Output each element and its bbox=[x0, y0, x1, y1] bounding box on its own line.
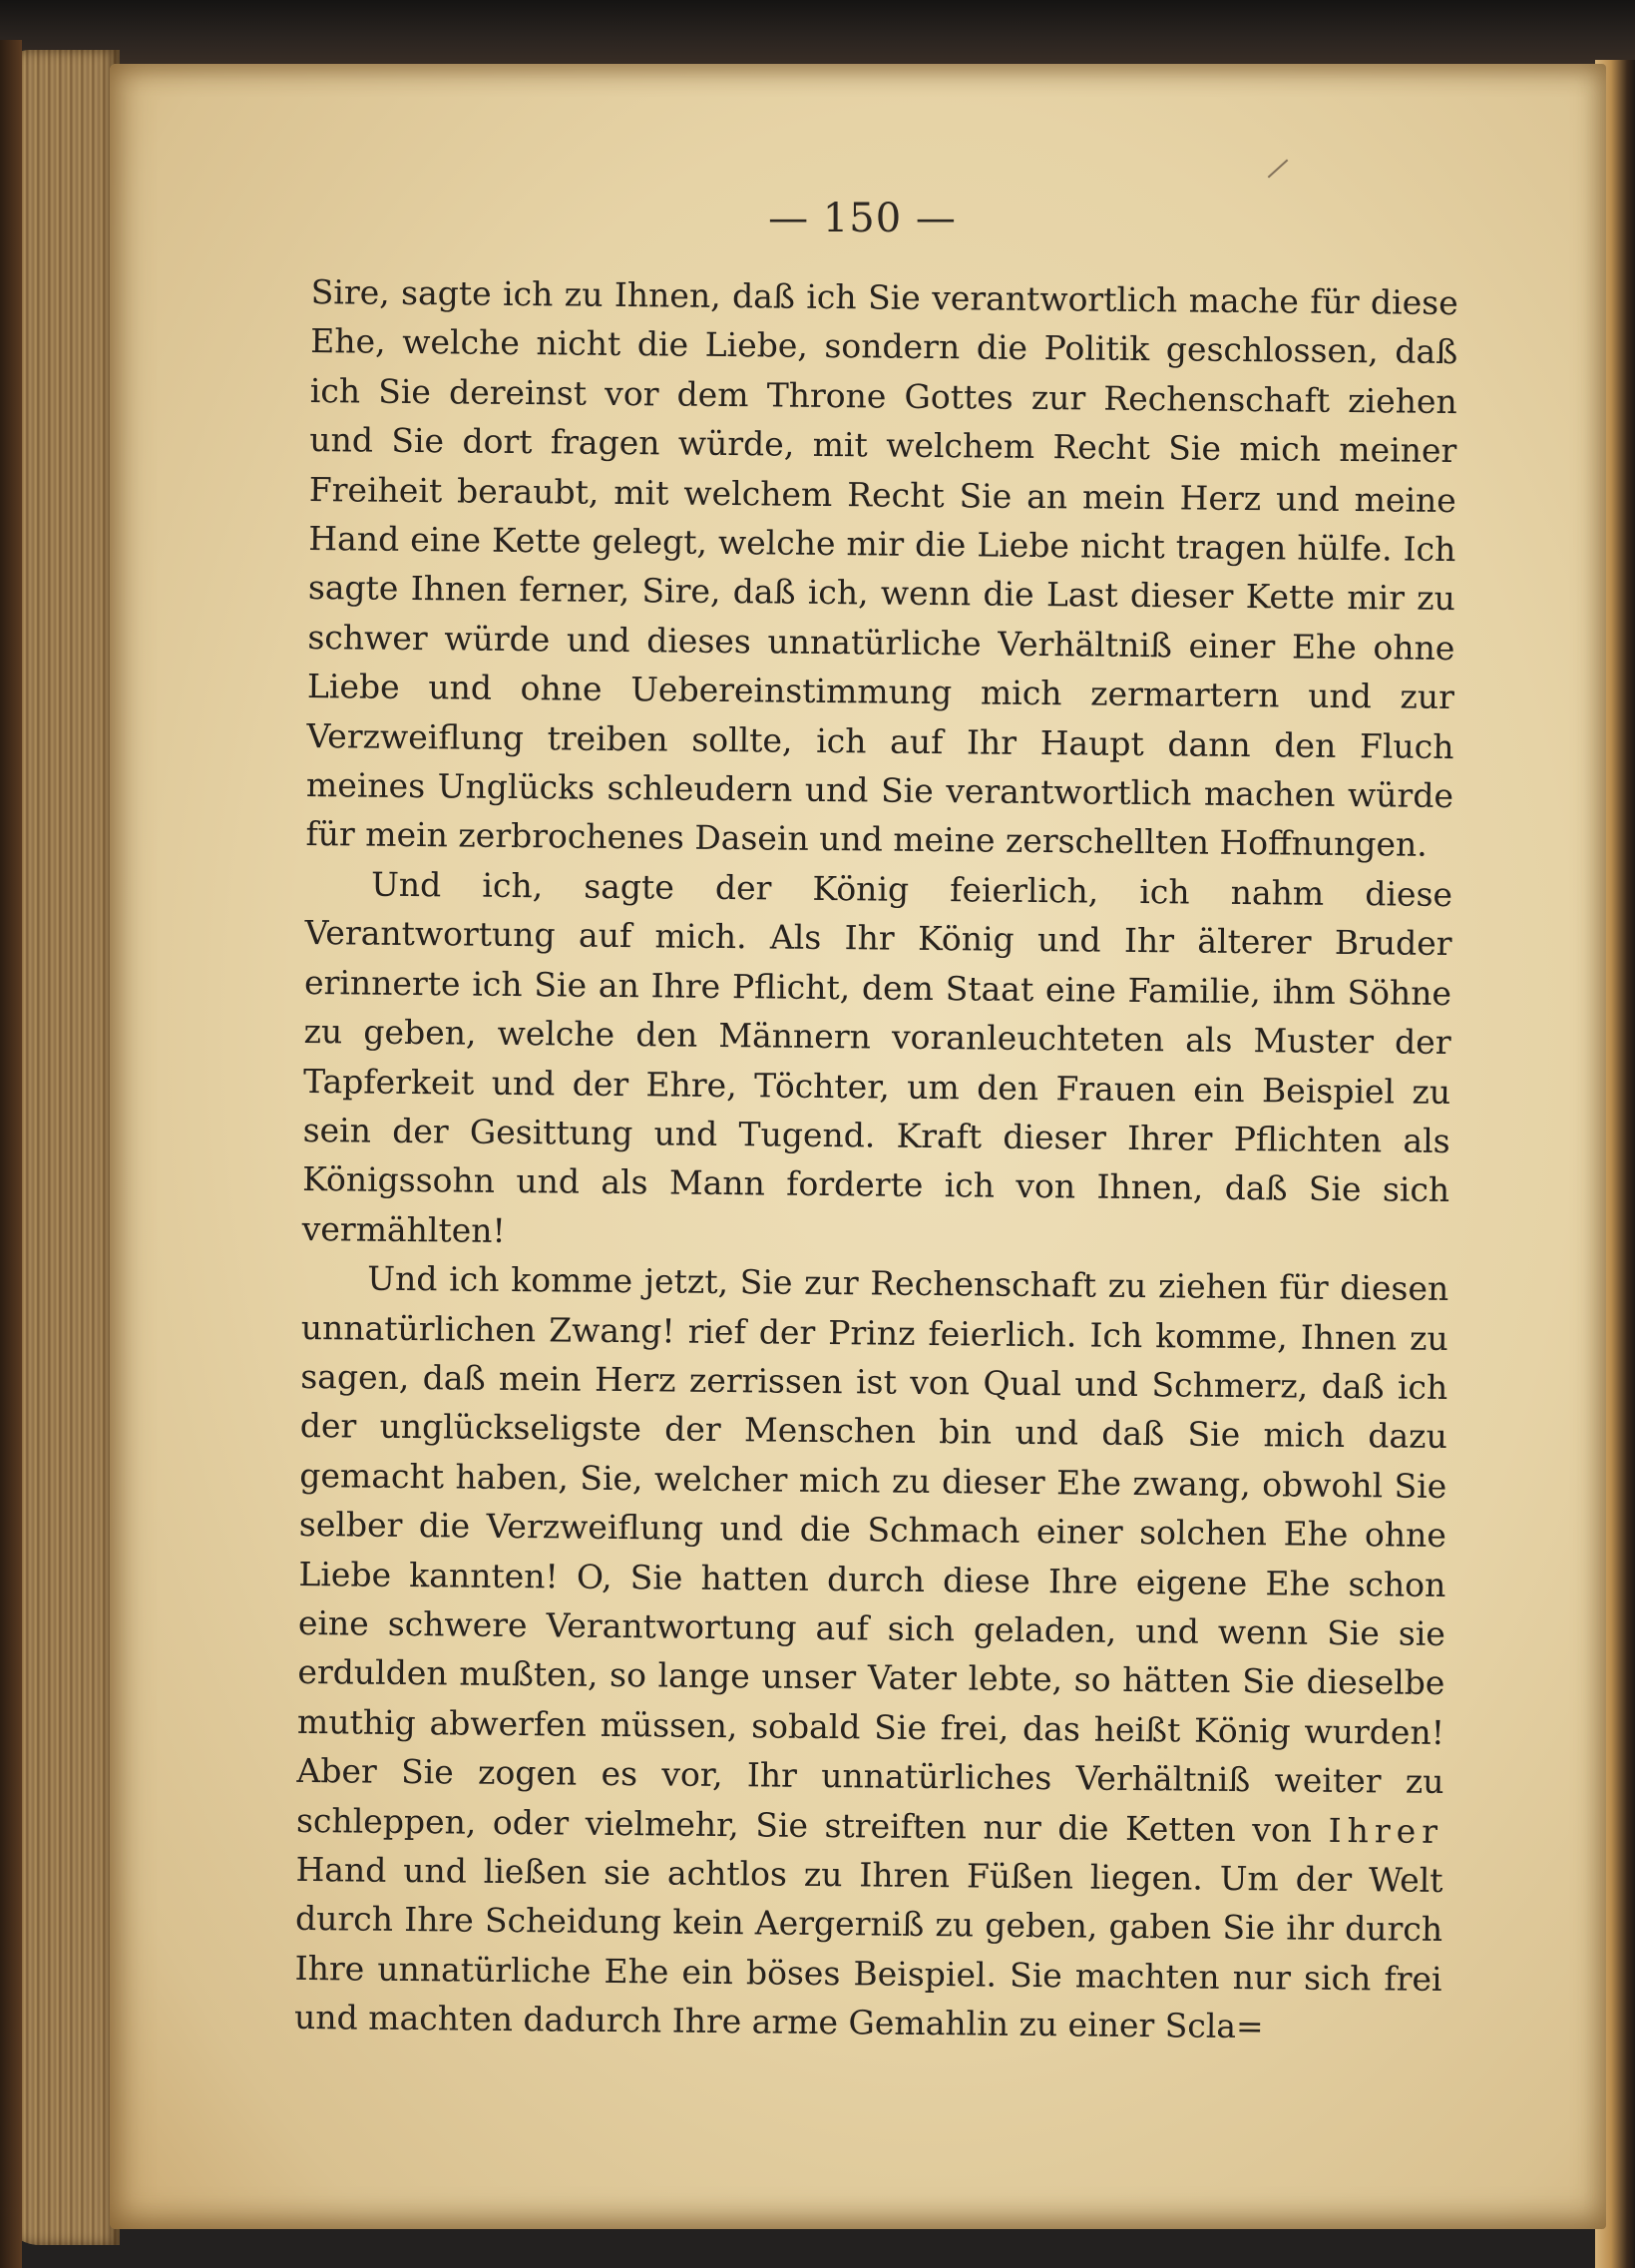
book-binding-top bbox=[0, 0, 1635, 70]
paragraph: Und ich, sagte der König feierlich, ich nahm diese Verantwortung auf mich. Als Ihr König und Ihr älterer Bruder erinnerte ich Sie an Ihre Pflicht, dem Staat eine Familie, ihm Söhne zu geben, welche den Männern voranleuchteten als Muster der Tapferkeit und der Ehre, Töchter, um den Frauen ein Beispiel zu sein der Gesittung und Tugend. Kraft dieser Ihrer Pflichten als Königssohn und als Mann forderte ich von Ihnen, daß Sie sich vermählten! bbox=[301, 864, 1453, 1250]
paragraph-text: Hand und ließen sie achtlos zu Ihren Füßen liegen. Um der Welt durch Ihre Scheidung kein Aergerniß zu geben, gaben Sie ihr durch Ihre unnatürliche Ehe ein böses Beispiel. Sie machten nur sich frei und machten dadurch Ihre arme Gemahlin zu einer Scla= bbox=[293, 1849, 1443, 2046]
page-number: — 150 — bbox=[768, 196, 957, 241]
paragraph bbox=[294, 1253, 1449, 2053]
paragraph-text: Und ich komme jetzt, Sie zur Rechenschaft zu ziehen für diesen unnatürlichen Zwang! rief der Prinz feierlich. Ich komme, Ihnen zu sagen, daß mein Herz zerrissen ist von Qual und Schmerz, daß ich der unglückseligste der Menschen bin und daß Sie mich dazu gemacht haben, Sie, welcher mich zu dieser Ehe zwang, obwohl Sie selber die Verzweiflung und die Schmach einer solchen Ehe ohne Liebe kannten! O, Sie hatten durch diese Ihre eigene Ehe schon eine schwere Verantwortung auf sich geladen, und wenn Sie sie erdulden mußten, so lange unser Vater lebte, so hätten Sie dieselbe muthig abwerfen müssen, sobald Sie frei, das heißt König wurden! Aber Sie zogen es vor, Ihr unnatürliches Verhältniß weiter zu schleppen, oder vielmehr, Sie streiften nur die Ketten von bbox=[295, 1258, 1449, 1850]
book-cover-edge bbox=[0, 40, 22, 2268]
body-text bbox=[294, 267, 1458, 2053]
paragraph: Sire, sagte ich zu Ihnen, daß ich Sie verantwortlich mache für diese Ehe, welche nicht die Liebe, sondern die Politik geschlossen, daß ich Sie dereinst vor dem Throne Gottes zur Rechenschaft ziehen und Sie dort fragen würde, mit welchem Recht Sie mich meiner Freiheit beraubt, mit welchem Recht Sie an mein Herz und meine Hand eine Kette gelegt, welche mir die Liebe nicht tragen hülfe. Ich sagte Ihnen ferner, Sire, daß ich, wenn die Last dieser Kette mir zu schwer würde und dieses unnatürliche Verhältniß einer Ehe ohne Liebe und ohne Uebereinstimmung mich zermartern und zur Verzweiflung treiben sollte, ich auf Ihr Haupt dann den Fluch meines Unglücks schleudern und Sie verantwortlich machen würde für mein zerbrochenes Dasein und meine zerschellten Hoffnungen. bbox=[305, 271, 1458, 865]
emphasized-word: Ihrer bbox=[1328, 1810, 1444, 1851]
